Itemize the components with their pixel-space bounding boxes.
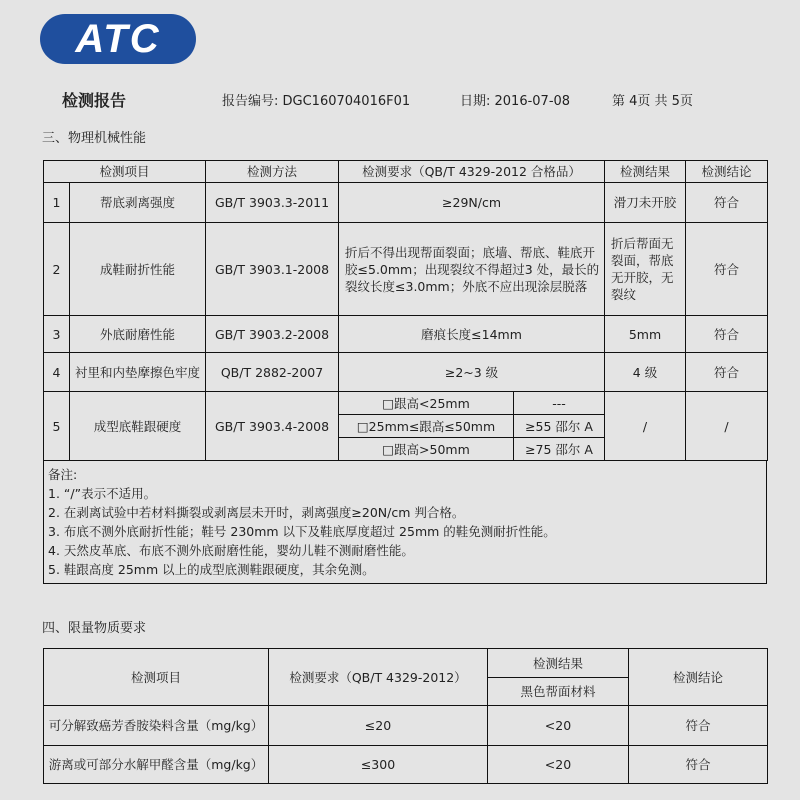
sub-requirement: ≥75 邵尔 A bbox=[514, 438, 605, 461]
header-item: 检测项目 bbox=[44, 161, 206, 183]
row-no: 4 bbox=[44, 353, 70, 392]
row-result: 4 级 bbox=[605, 353, 686, 392]
note-item: 5. 鞋跟高度 25mm 以上的成型底测鞋跟硬度，其余免测。 bbox=[48, 562, 375, 577]
row-item: 外底耐磨性能 bbox=[70, 316, 206, 353]
row-requirement: ≥29N/cm bbox=[339, 183, 605, 223]
row-requirement: 磨痕长度≤14mm bbox=[339, 316, 605, 353]
sub-condition: □跟高<25mm bbox=[339, 392, 514, 415]
sub-requirement: --- bbox=[514, 392, 605, 415]
row-no: 1 bbox=[44, 183, 70, 223]
row-item: 衬里和内垫摩擦色牢度 bbox=[70, 353, 206, 392]
note-item: 2. 在剥离试验中若材料撕裂或剥离层未开时，剥离强度≥20N/cm 判合格。 bbox=[48, 505, 465, 520]
row-method: GB/T 3903.4-2008 bbox=[206, 392, 339, 461]
notes-title: 备注: bbox=[48, 467, 78, 482]
row-no: 5 bbox=[44, 392, 70, 461]
table-row bbox=[44, 353, 768, 392]
row-conclusion: 符合 bbox=[686, 353, 768, 392]
row-method: QB/T 2882-2007 bbox=[206, 353, 339, 392]
row-method: GB/T 3903.3-2011 bbox=[206, 183, 339, 223]
table-header-row bbox=[44, 161, 768, 183]
report-date: 日期: 2016-07-08 bbox=[460, 94, 571, 109]
row-conclusion: 符合 bbox=[686, 223, 768, 316]
row-conclusion: 符合 bbox=[686, 183, 768, 223]
header-requirement: 检测要求（QB/T 4329-2012） bbox=[269, 649, 488, 706]
note-item: 4. 天然皮革底、布底不测外底耐磨性能，婴幼儿鞋不测耐磨性能。 bbox=[48, 543, 414, 558]
restricted-substances-table bbox=[43, 648, 768, 784]
row-no: 2 bbox=[44, 223, 70, 316]
page-number: 第 4页 共 5页 bbox=[612, 94, 693, 109]
sub-condition: □25mm≤跟高≤50mm bbox=[339, 415, 514, 438]
table-row bbox=[44, 746, 768, 784]
atc-logo: ATC bbox=[40, 14, 196, 64]
header-result: 检测结果 bbox=[605, 161, 686, 183]
notes-box bbox=[43, 461, 767, 584]
row-requirement: ≤300 bbox=[269, 746, 488, 784]
header-method: 检测方法 bbox=[206, 161, 339, 183]
row-result: <20 bbox=[488, 746, 629, 784]
row-result: 5mm bbox=[605, 316, 686, 353]
row-item: 成型底鞋跟硬度 bbox=[70, 392, 206, 461]
table-row bbox=[44, 316, 768, 353]
section3-title: 三、物理机械性能 bbox=[42, 131, 147, 146]
header-item: 检测项目 bbox=[44, 649, 269, 706]
table-row bbox=[44, 706, 768, 746]
row-no: 3 bbox=[44, 316, 70, 353]
row-item: 游离或可部分水解甲醛含量（mg/kg） bbox=[44, 746, 269, 784]
report-number: 报告编号: DGC160704016F01 bbox=[222, 94, 411, 109]
row-method: GB/T 3903.1-2008 bbox=[206, 223, 339, 316]
header-requirement: 检测要求（QB/T 4329-2012 合格品） bbox=[339, 161, 605, 183]
note-item: 3. 布底不测外底耐折性能；鞋号 230mm 以下及鞋底厚度超过 25mm 的鞋免测耐折性能。 bbox=[48, 524, 556, 539]
note-item: 1. “/”表示不适用。 bbox=[48, 486, 157, 501]
section4-title: 四、限量物质要求 bbox=[42, 621, 147, 636]
row-conclusion: / bbox=[686, 392, 768, 461]
row-requirement: 折后不得出现帮面裂面；底墙、帮底、鞋底开胶≤5.0mm；出现裂纹不得超过3 处，最长的裂纹长度≤3.0mm；外底不应出现涂层脱落 bbox=[339, 223, 605, 316]
row-result: <20 bbox=[488, 706, 629, 746]
row-result: 折后帮面无裂面，帮底无开胶，无裂纹 bbox=[605, 223, 686, 316]
sub-condition: □跟高>50mm bbox=[339, 438, 514, 461]
table-row bbox=[44, 392, 768, 415]
report-body bbox=[43, 130, 767, 784]
row-result: / bbox=[605, 392, 686, 461]
sub-requirement: ≥55 邵尔 A bbox=[514, 415, 605, 438]
table-header-row bbox=[44, 649, 768, 678]
table-row bbox=[44, 223, 768, 316]
header-result-material: 黑色帮面材料 bbox=[488, 678, 629, 706]
row-requirement: ≤20 bbox=[269, 706, 488, 746]
report-title: 检测报告 bbox=[62, 91, 127, 110]
row-conclusion: 符合 bbox=[629, 706, 768, 746]
row-conclusion: 符合 bbox=[686, 316, 768, 353]
row-result: 滑刀未开胶 bbox=[605, 183, 686, 223]
row-item: 帮底剥离强度 bbox=[70, 183, 206, 223]
row-item: 可分解致癌芳香胺染料含量（mg/kg） bbox=[44, 706, 269, 746]
header-conclusion: 检测结论 bbox=[686, 161, 768, 183]
row-item: 成鞋耐折性能 bbox=[70, 223, 206, 316]
row-method: GB/T 3903.2-2008 bbox=[206, 316, 339, 353]
row-conclusion: 符合 bbox=[629, 746, 768, 784]
physical-properties-table bbox=[43, 160, 768, 461]
table-row bbox=[44, 183, 768, 223]
header-conclusion: 检测结论 bbox=[629, 649, 768, 706]
row-requirement: ≥2~3 级 bbox=[339, 353, 605, 392]
header-result: 检测结果 bbox=[488, 649, 629, 678]
